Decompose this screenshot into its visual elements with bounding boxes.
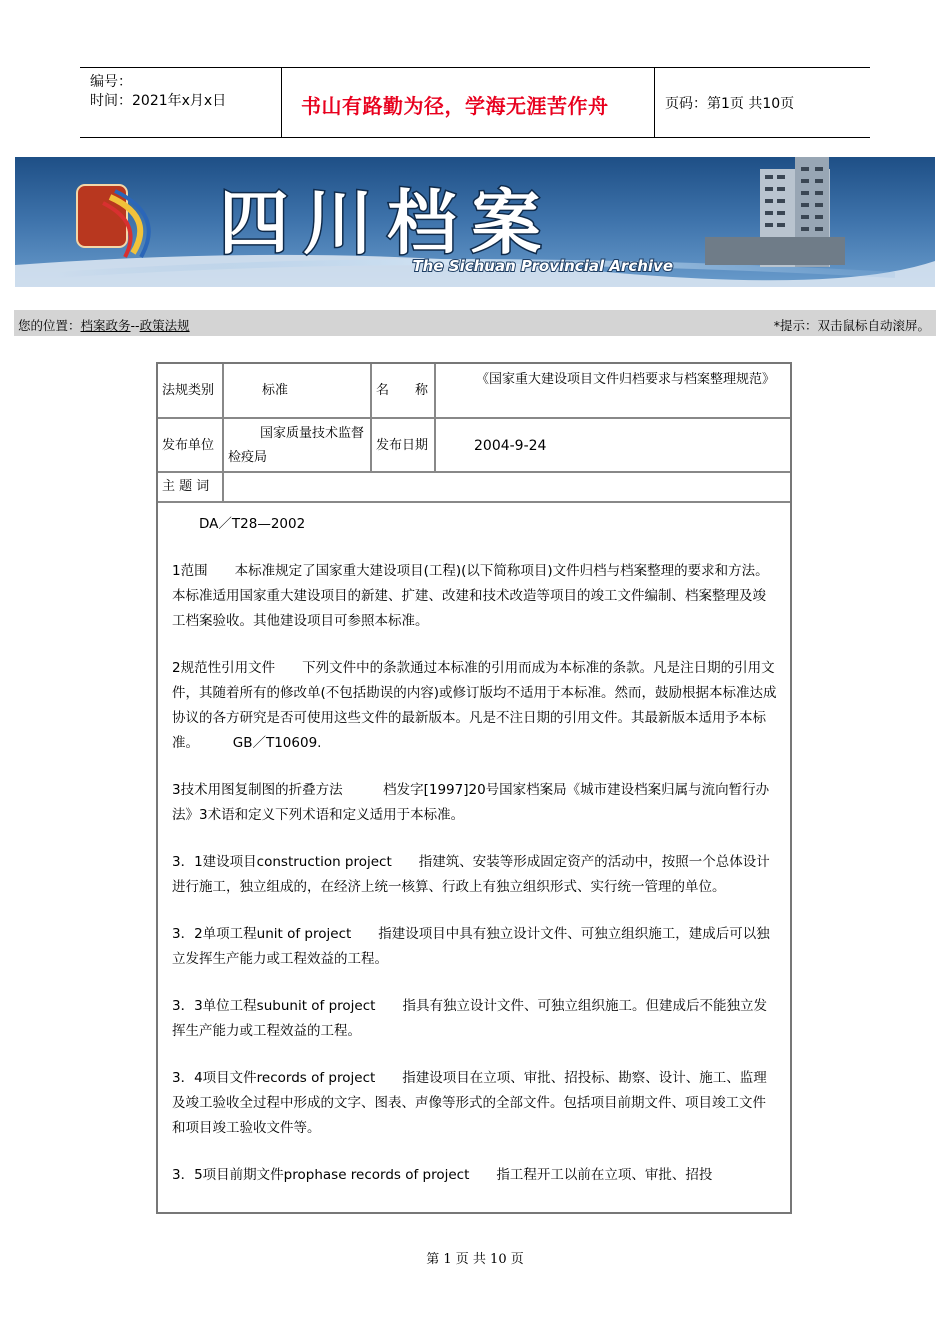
category-value: 标准	[262, 383, 289, 398]
row-publisher	[158, 419, 790, 473]
location-prefix: 您的位置：	[18, 318, 81, 333]
location-bar	[14, 310, 936, 336]
banner-graphic	[15, 157, 935, 287]
cell-category-value	[224, 364, 372, 417]
time-label: 时间：2021年x月x日	[90, 93, 227, 109]
page-footer: 第 1 页 共 10 页	[426, 1252, 524, 1267]
cell-subject-value	[224, 473, 790, 501]
header-table	[80, 67, 870, 138]
cell-category-label	[158, 364, 224, 417]
header-page-cell	[655, 68, 870, 137]
date-label: 发布日期	[376, 438, 429, 453]
cell-date-value	[436, 419, 790, 471]
section-paragraph: 3技术用图复制图的折叠方法 档发字[1997]20号国家档案局《城市建设档案归属与流向暂行办法》3术语和定义下列术语和定义适用于本标准。	[172, 782, 770, 823]
breadcrumb-link-archive-affairs[interactable]: 档案政务	[80, 318, 131, 333]
banner-title: 四川档案	[219, 182, 555, 264]
category-label: 法规类别	[162, 383, 215, 398]
section-paragraph: 3．3单位工程subunit of project 指具有独立设计文件、可独立组织施工。但建成后不能独立发挥生产能力或工程效益的工程。	[172, 998, 767, 1039]
number-label: 编号：	[90, 74, 132, 90]
publisher-value: 国家质量技术监督检疫局	[228, 426, 365, 465]
banner-subtitle: The Sichuan Provincial Archive	[412, 257, 673, 275]
standard-code: DA／T28—2002	[172, 516, 306, 532]
row-subject	[158, 473, 790, 503]
row-category	[158, 364, 790, 419]
cell-name-label	[372, 364, 436, 417]
publisher-label: 发布单位	[162, 438, 215, 453]
cell-publisher-label	[158, 419, 224, 471]
name-value: 《国家重大建设项目文件归档要求与档案整理规范》	[476, 372, 776, 387]
header-meta-cell	[80, 68, 282, 137]
cell-date-label	[372, 419, 436, 471]
section-paragraph: 3．5项目前期文件prophase records of project 指工程开工以前在立项、审批、招投	[172, 1167, 713, 1183]
breadcrumb-link-policy[interactable]: 政策法规	[139, 318, 190, 333]
regulation-body	[172, 512, 778, 1210]
subject-label: 主 题 词	[162, 479, 210, 494]
name-label: 名 称	[376, 383, 429, 398]
regulation-table	[156, 362, 792, 1214]
motto-text: 书山有路勤为径，学海无涯苦作舟	[301, 94, 609, 118]
cell-subject-label	[158, 473, 224, 501]
cell-name-value	[436, 364, 790, 417]
date-value: 2004-9-24	[474, 438, 547, 454]
section-paragraph: 2规范性引用文件 下列文件中的条款通过本标准的引用而成为本标准的条款。凡是注日期的引用文件，其随着所有的修改单(不包括勘误的内容)或修订版均不适用于本标准。然而，鼓励根据本标准达成协议的各方研究是否可使用这些文件的最新版本。凡是不注日期的引用文件。其最新版本适用予本标准。 GB／T10609.	[172, 660, 777, 751]
site-banner	[15, 157, 935, 287]
section-paragraph: 3．4项目文件records of project 指建设项目在立项、审批、招投标、勘察、设计、施工、监理及竣工验收全过程中形成的文字、图表、声像等形式的全部文件。包括项目前期文件、项目竣工文件和项目竣工验收文件等。	[172, 1070, 767, 1136]
section-paragraph: 3．1建设项目construction project 指建筑、安装等形成固定资产的活动中，按照一个总体设计进行施工，独立组成的，在经济上统一核算、行政上有独立组织形式、实行统一管理的单位。	[172, 854, 770, 895]
page-number-label: 页码：第1页 共10页	[665, 96, 795, 112]
cell-publisher-value	[224, 419, 372, 471]
scroll-hint: *提示：双击鼠标自动滚屏。	[773, 318, 930, 333]
breadcrumb	[18, 316, 190, 334]
breadcrumb-separator: --	[130, 318, 140, 333]
section-paragraph: 1范围 本标准规定了国家重大建设项目(工程)(以下简称项目)文件归档与档案整理的要求和方法。本标准适用国家重大建设项目的新建、扩建、改建和技术改造等项目的竣工文件编制、档案整理及竣工档案验收。其他建设项目可参照本标准。	[172, 563, 769, 629]
section-paragraph: 3．2单项工程unit of project 指建设项目中具有独立设计文件、可独立组织施工，建成后可以独立发挥生产能力或工程效益的工程。	[172, 926, 770, 967]
header-motto-cell	[281, 68, 655, 137]
